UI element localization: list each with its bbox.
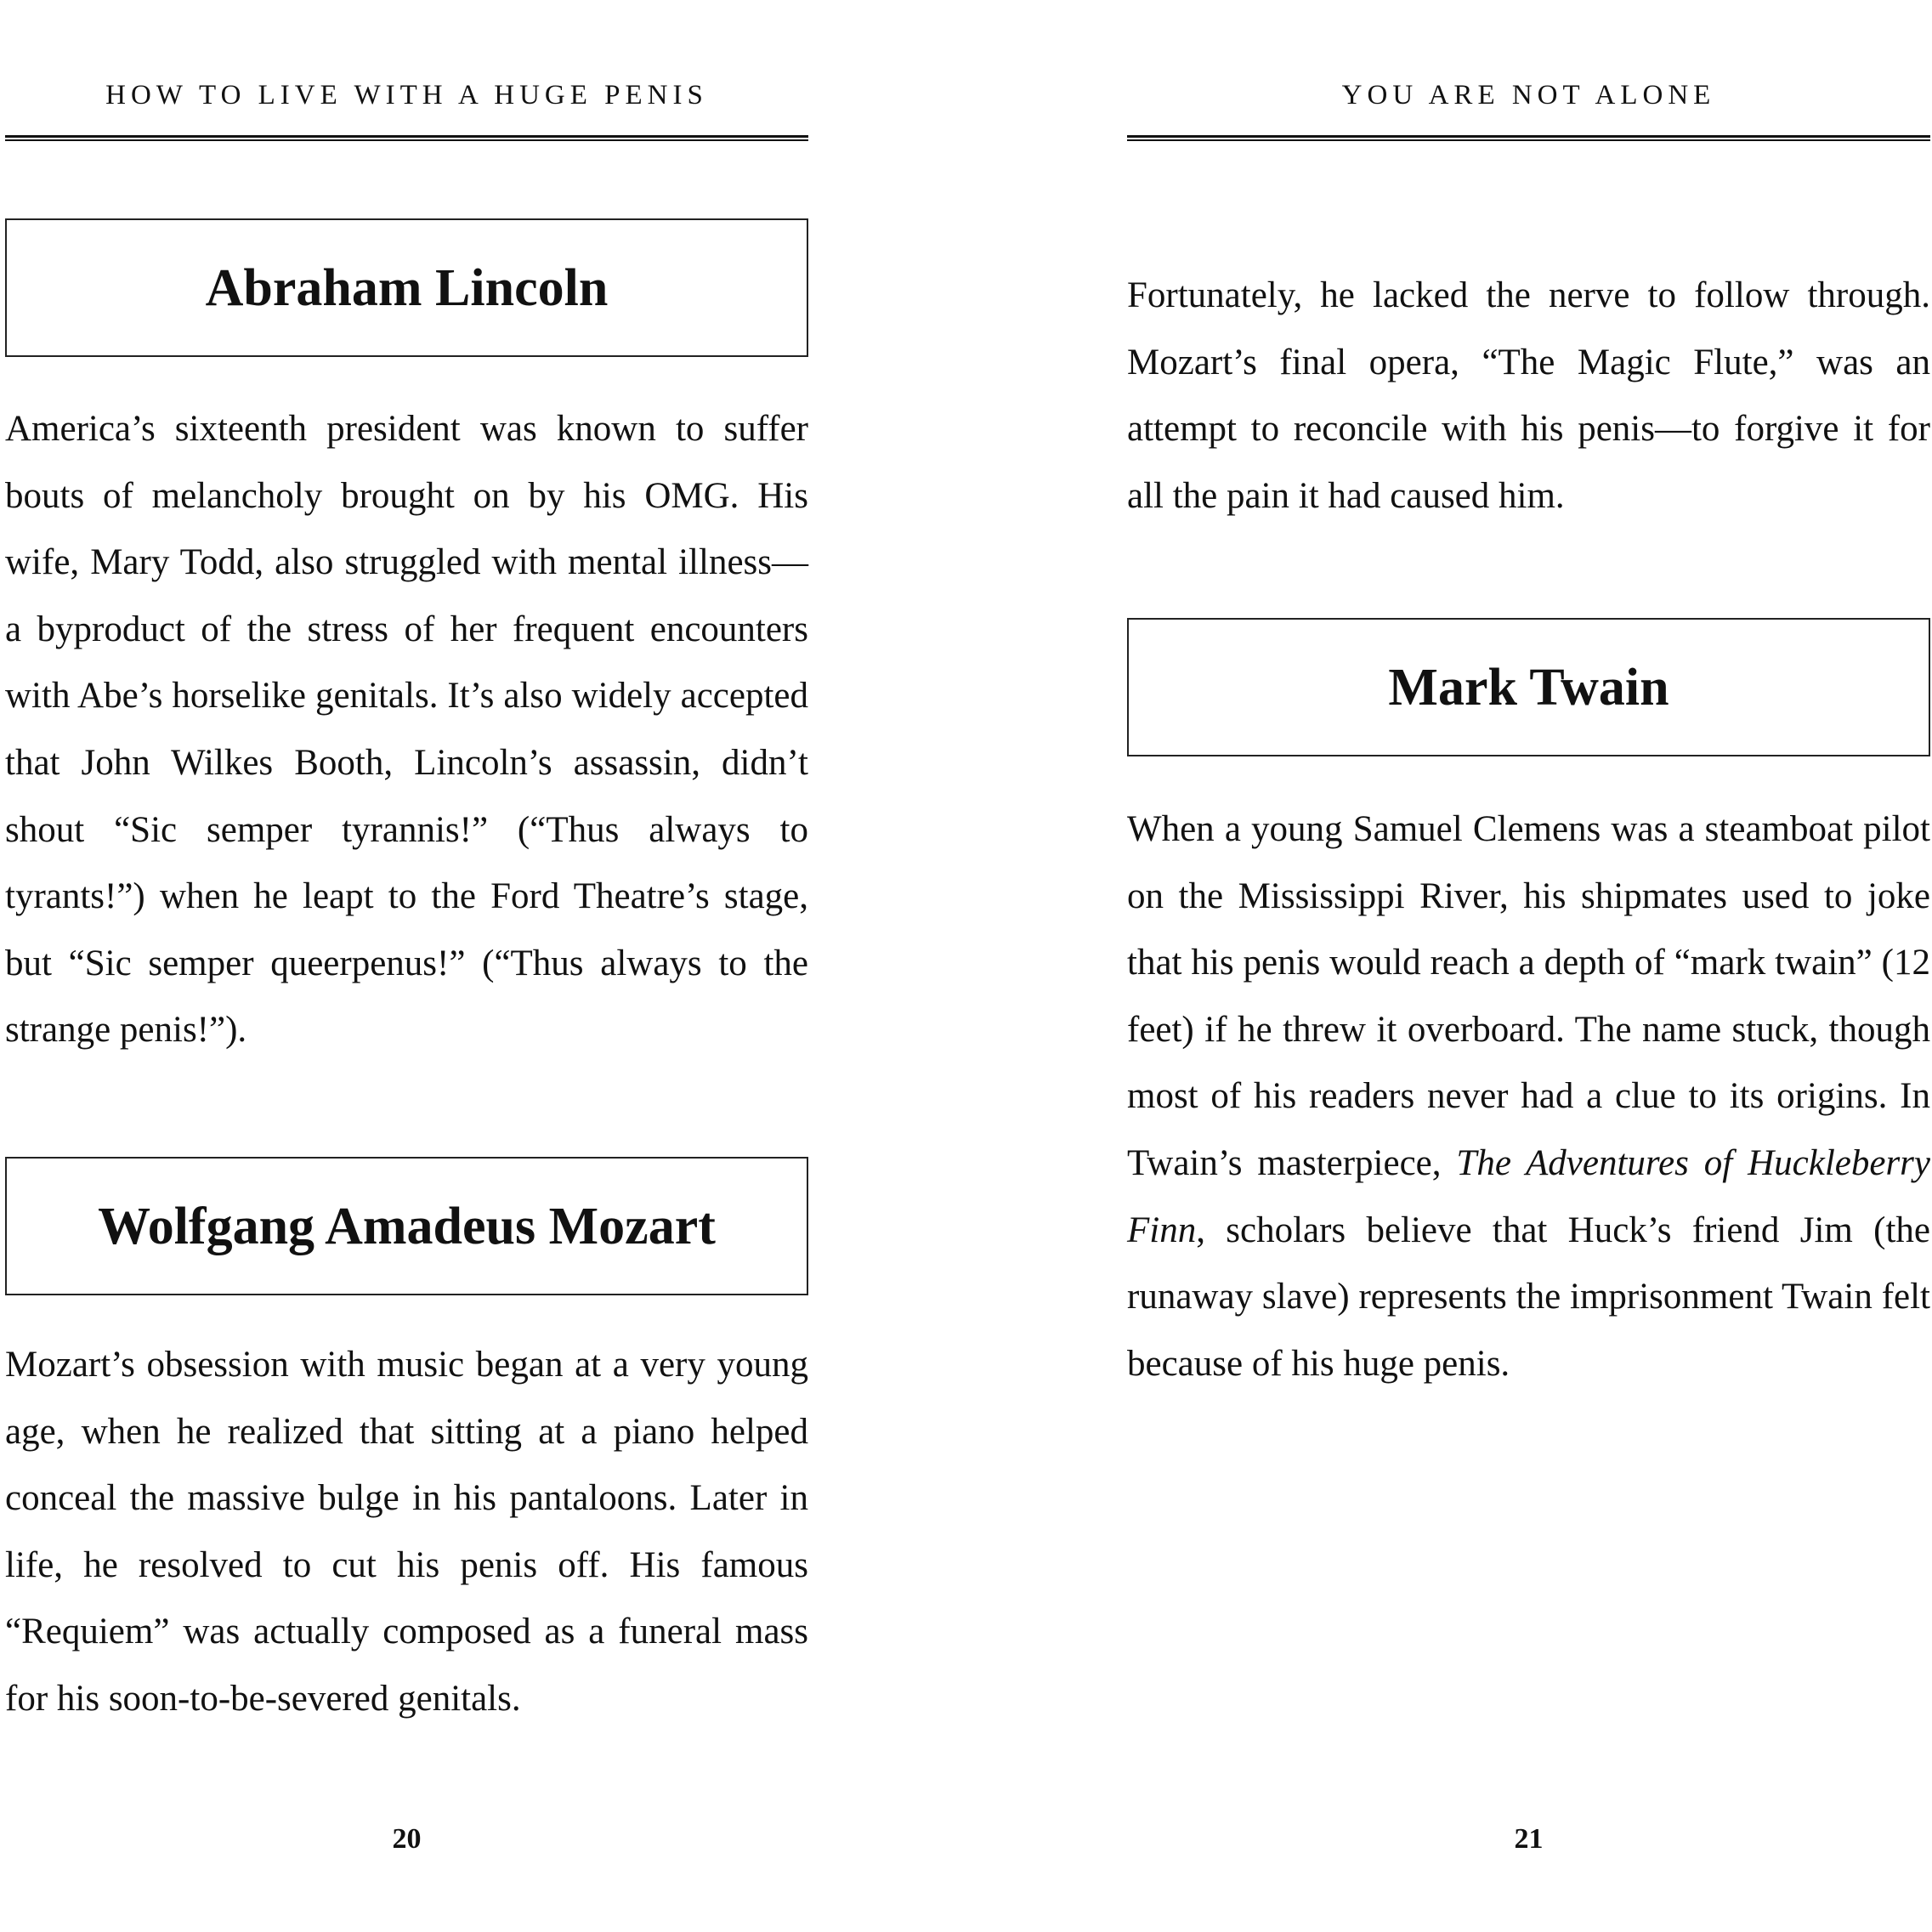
right-page <box>1127 0 1930 1932</box>
continued-text-mozart: Fortunately, he lacked the nerve to follow through. Mozart’s final opera, “The Magic Flute,” was an attempt to reconcile with his penis—to forgive it for all the pain it had caused him. <box>1127 275 1930 516</box>
section-heading-lincoln: Abraham Lincoln <box>205 258 609 317</box>
right-header-rule <box>1127 135 1930 141</box>
section-body-mozart: Mozart’s obsession with music began at a very young age, when he realized that sitting at a piano helped conceal the massive bulge in his pantaloons. Later in life, he resolved to cut his penis off. His famous “Requiem” was actually composed as a funeral mass for his soon-to-be-severed genitals. <box>5 1345 808 1719</box>
page-number-left: 20 <box>392 1823 422 1855</box>
section-heading-twain: Mark Twain <box>1388 658 1669 717</box>
left-page <box>5 0 808 1932</box>
heading-box-mozart <box>5 1157 808 1295</box>
twain-body-part-2: , scholars believe that Huck’s friend Jim (the runaway slave) represents the imprisonment Twain felt because of his huge penis. <box>1127 1210 1930 1384</box>
left-running-head: HOW TO LIVE WITH A HUGE PENIS <box>105 80 708 110</box>
book-title-huckleberry-finn: The Adventures of Huckleberry Finn <box>1127 1142 1931 1250</box>
twain-body-part-1: When a young Samuel Clemens was a steamboat pilot on the Mississippi River, his shipmates used to joke that his penis would reach a depth of “mark twain” (12 feet) if he threw it overboard. The name stuck, though most of his readers never had a clue to its origins. In Twain’s masterpiece, <box>1127 809 1930 1183</box>
page-number-right: 21 <box>1514 1823 1544 1855</box>
left-header-rule <box>5 135 808 141</box>
section-body-lincoln: America’s sixteenth president was known to suffer bouts of melancholy brought on by his OMG. His wife, Mary Todd, also struggled with mental illness—a byproduct of the stress of her frequent encounters with Abe’s horselike genitals. It’s also widely accepted that John Wilkes Booth, Lincoln’s assassin, didn’t shout “Sic semper tyrannis!” (“Thus always to tyrants!”) when he leapt to the Ford Theatre’s stage, but “Sic semper queerpenus!” (“Thus always to the strange penis!”). <box>5 409 808 1051</box>
section-heading-mozart: Wolfgang Amadeus Mozart <box>98 1197 716 1255</box>
section-body-twain <box>1127 796 1930 1397</box>
heading-box-twain <box>1127 618 1930 756</box>
right-running-head: YOU ARE NOT ALONE <box>1341 80 1716 110</box>
heading-box-lincoln <box>5 218 808 357</box>
